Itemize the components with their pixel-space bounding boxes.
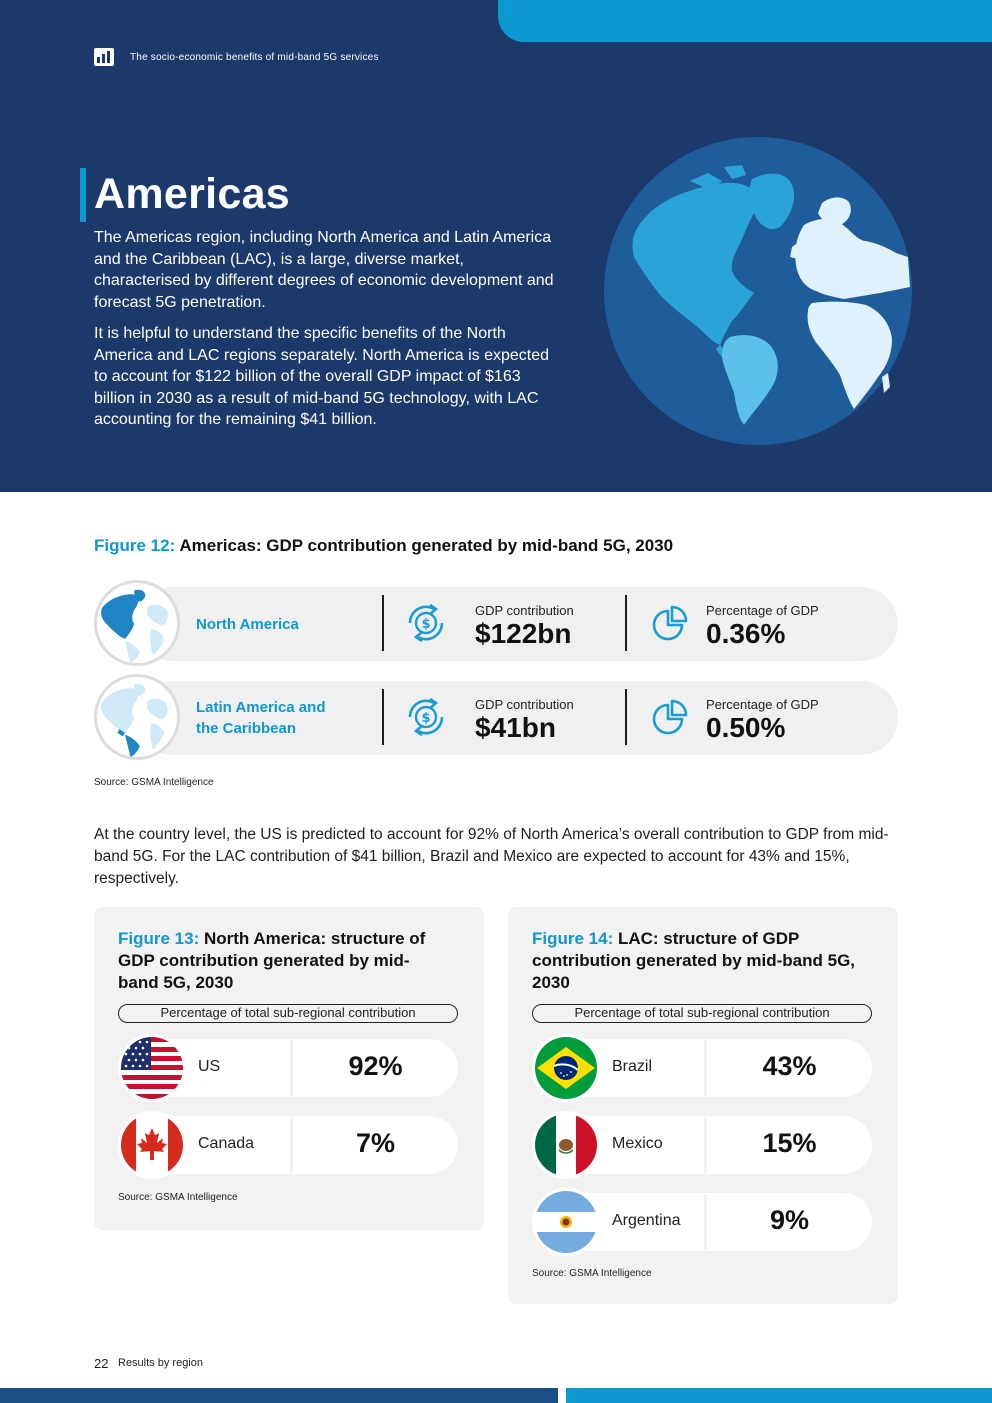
region-name-line2: the Caribbean [196,720,297,737]
canada-flag-icon [118,1111,186,1179]
pct-value: 0.50% [706,712,786,743]
figure-13-title-text: North America: structure of GDP contribution generated by mid-band 5G, 2030 [118,929,426,992]
divider [382,689,384,745]
region-name-line1: Latin America and [196,699,326,716]
pct-value: 0.36% [706,618,786,649]
figure-13-source: Source: GSMA Intelligence [118,1192,238,1203]
figure-14-title-text: LAC: structure of GDP contribution generated by mid-band 5G, 2030 [532,929,856,992]
stat-row-north-america [94,580,898,666]
latin-america-map-icon [94,674,180,760]
us-flag-icon [118,1034,186,1102]
figure-13-subtitle: Percentage of total sub-regional contribution [118,1004,458,1023]
report-icon [94,48,114,66]
intro-paragraph: The Americas region, including North America and Latin America and the Caribbean (LAC), is a large, diverse market, characterised by different degrees of economic development and forecast 5G penetration. [94,229,554,311]
country-name: US [198,1058,221,1075]
figure-14-source: Source: GSMA Intelligence [532,1268,652,1279]
country-name: Canada [198,1135,255,1152]
figure-12-title [94,536,673,556]
pct-label: Percentage of GDP [706,697,819,712]
gdp-label: GDP contribution [475,697,574,712]
title-accent-bar [80,168,86,222]
money-cycle-icon [404,695,448,739]
stat-row-latin-america [94,674,898,760]
footer-section-label: Results by region [118,1357,203,1369]
gdp-value: $122bn [475,618,572,649]
pie-chart-icon [648,601,692,645]
intro-paragraph-2: It is helpful to understand the specific benefits of the North America and LAC regions separately. North America is expected to account for $122 billion of the overall GDP impact of $163 billion in 2030 as a result of mid-band 5G technology, with LAC accounting for the remaining $41 billion. [94,325,550,428]
country-percentage: 7% [355,1128,396,1158]
hero-corner-tab [498,0,992,42]
figure-12-title-text: Americas: GDP contribution generated by mid-band 5G, 2030 [179,536,674,555]
gdp-value: $41bn [475,712,556,743]
country-row-argentina [532,1192,872,1252]
pie-chart-icon [648,695,692,739]
page-number: 22 [94,1356,109,1371]
page-title: Americas [94,170,291,218]
money-cycle-icon [404,601,448,645]
figure-13-card [94,907,484,1230]
body-paragraph: At the country level, the US is predicted to account for 92% of North America’s overall contribution to GDP from mid-band 5G. For the LAC contribution of $41 billion, Brazil and Mexico are expected to account for 43% and 15%, respectively. [94,826,889,887]
svg-text:$: $ [421,617,431,632]
figure-14-subtitle: Percentage of total sub-regional contribution [532,1004,872,1023]
region-name: North America [196,616,299,633]
footer-bar-left [0,1388,558,1403]
gdp-label: GDP contribution [475,603,574,618]
country-row-us [118,1038,458,1098]
north-america-map-icon [94,580,180,666]
divider [625,689,627,745]
country-name: Argentina [612,1212,681,1229]
figure-14-card [508,907,898,1304]
country-row-brazil [532,1038,872,1098]
country-row-mexico [532,1115,872,1175]
divider [382,595,384,651]
argentina-flag-icon [532,1188,600,1256]
divider [625,595,627,651]
figure-14-title [532,928,862,994]
pct-label: Percentage of GDP [706,603,819,618]
svg-text:$: $ [421,711,431,726]
brazil-flag-icon [532,1034,600,1102]
running-title: The socio-economic benefits of mid-band 5G services [130,52,379,63]
figure-13-title [118,928,448,994]
figure-13-label: Figure 13: [118,929,200,948]
country-name: Mexico [612,1135,663,1152]
mexico-flag-icon [532,1111,600,1179]
country-name: Brazil [612,1058,653,1075]
figure-14-label: Figure 14: [532,929,614,948]
figure-12-source: Source: GSMA Intelligence [94,777,214,788]
country-percentage: 15% [762,1128,817,1158]
figure-12-label: Figure 12: [94,536,176,555]
hero-banner [0,0,992,492]
country-row-canada [118,1115,458,1175]
globe-americas-icon [604,137,912,445]
region-name [196,697,325,739]
country-percentage: 43% [762,1051,817,1081]
country-percentage: 92% [348,1051,403,1081]
footer-bar-right [566,1388,992,1403]
country-percentage: 9% [769,1205,810,1235]
